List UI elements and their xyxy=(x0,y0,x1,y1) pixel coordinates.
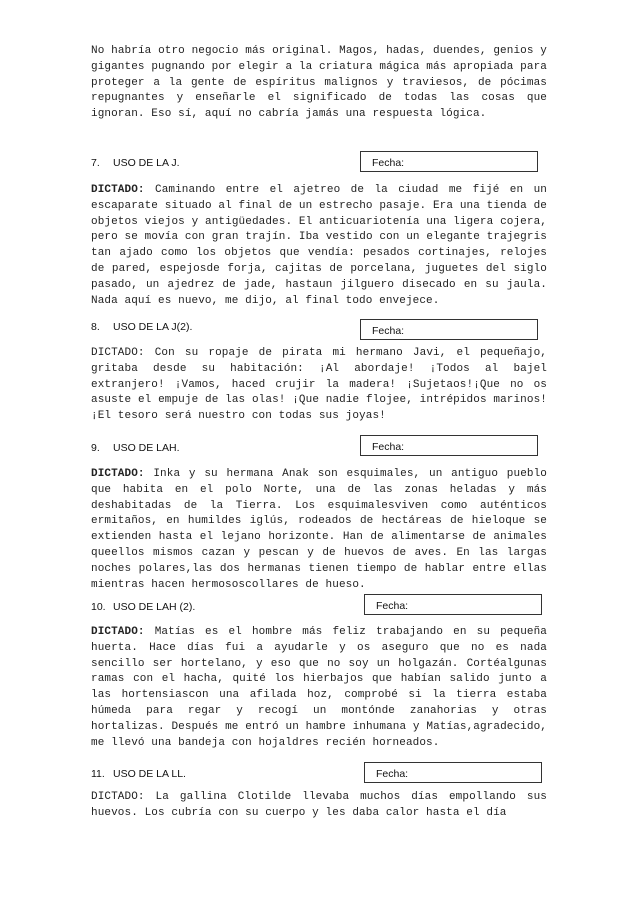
dictado-label: DICTADO: xyxy=(91,347,145,359)
dictado-11 xyxy=(91,790,547,822)
section-heading-9 xyxy=(91,442,180,454)
dictado-text: Inka y su hermana Anak son esquimales, un antiguo pueblo que habita en el polo Norte, una de las zonas heladas y más deshabitadas de la Tierra. Los esquimalesviven como auténticos ermitaños, en humildes iglús, rodeados de hectáreas de hieloque se extienden hasta el lejano horizonte. Han de alimentarse de animales queellos mismos cazan y pescan y de huevos de aves. En las largas noches polares,las dos hermanas tienen tiempo de hablar entre ellas mientras hacen hermososcollares de hueso. xyxy=(91,468,547,591)
section-title: USO DE LA LL. xyxy=(113,768,186,780)
fecha-label: Fecha: xyxy=(372,157,405,169)
dictado-label: DICTADO: xyxy=(91,468,145,480)
fecha-field-7[interactable] xyxy=(360,151,538,172)
dictado-7 xyxy=(91,183,547,309)
dictado-9 xyxy=(91,467,547,593)
dictado-10 xyxy=(91,625,547,751)
fecha-field-11[interactable] xyxy=(364,762,542,783)
section-title: USO DE LAH. xyxy=(113,442,180,454)
section-number: 9. xyxy=(91,442,100,454)
intro-text: No habría otro negocio más original. Magos, hadas, duendes, genios y gigantes pugnando por elegir a la criatura mágica más apropiada para proteger a la gente de espíritus malignos y traviesos, de pócimas repugnantes y enseñarle el significado de todas las cosas que ignoran. Eso sí, aquí no cabría jamás una respuesta lógica. xyxy=(91,45,547,121)
section-number: 7. xyxy=(91,157,100,169)
fecha-label: Fecha: xyxy=(376,768,409,780)
fecha-field-10[interactable] xyxy=(364,594,542,615)
dictado-label: DICTADO: xyxy=(91,184,145,196)
fecha-field-9[interactable] xyxy=(360,435,538,456)
section-title: USO DE LAH (2). xyxy=(113,601,196,613)
dictado-label: DICTADO: xyxy=(91,791,145,803)
section-heading-10 xyxy=(91,601,195,613)
fecha-label: Fecha: xyxy=(376,600,409,612)
section-heading-11 xyxy=(91,768,186,780)
dictado-8 xyxy=(91,346,547,425)
intro-paragraph xyxy=(91,44,547,123)
section-title: USO DE LA J(2). xyxy=(113,321,193,333)
dictado-text: Matías es el hombre más feliz trabajando en su pequeña huerta. Hace días fui a ayudarle y os aseguro que no es nada sencillo ser hortelano, y eso que no soy un holgazán. Cortéalgunas ramas con el hacha, quité los hierbajos que habían salido junto a las hortensiascon una afilada hoz, comprobé si la tierra estaba húmeda para regar y recogí un montónde zanahorias y otras hortalizas. Después me entró un hambre inhumana y Matías,agradecido, me llevó una bandeja con hojaldres recién horneados. xyxy=(91,626,548,749)
fecha-label: Fecha: xyxy=(372,441,405,453)
dictado-label: DICTADO: xyxy=(91,626,145,638)
section-number: 8. xyxy=(91,321,100,333)
fecha-label: Fecha: xyxy=(372,325,405,337)
dictado-text: Caminando entre el ajetreo de la ciudad me fijé en un escaparate situado al final de un estrecho pasaje. Era una tienda de objetos viejos y antigüedades. El anticuariotenía una ligera cojera, pero se movía con gran trajín. Iba vestido con un elegante trajegris tan ajado como los objetos que vendía: pesados cortinajes, relojes de pared, espejosde forja, cajitas de porcelana, juguetes del siglo pasado, un ajedrez de jade, hastaun jilguero disecado en su jaula. Nada aquí es nuevo, me dijo, al final todo envejece. xyxy=(91,184,547,307)
section-heading-8 xyxy=(91,321,192,333)
fecha-field-8[interactable] xyxy=(360,319,538,340)
section-title: USO DE LA J. xyxy=(113,157,180,169)
section-number: 11. xyxy=(91,768,105,780)
dictado-text: La gallina Clotilde llevaba muchos días empollando sus huevos. Los cubría con su cuerpo y les daba calor hasta el día xyxy=(91,791,548,819)
section-number: 10. xyxy=(91,601,106,613)
section-heading-7 xyxy=(91,157,180,169)
dictado-text: Con su ropaje de pirata mi hermano Javi, el pequeñajo, gritaba desde su habitación: ¡Al abordaje! ¡Todos al bajel extranjero! ¡Vamos, haced crujir la madera! ¡Sujetaos!¡Que no os asuste el empuje de las olas! ¡Que nadie flojee, intrépidos marinos!¡El tesoro será nuestro con todas sus joyas! xyxy=(91,347,548,423)
